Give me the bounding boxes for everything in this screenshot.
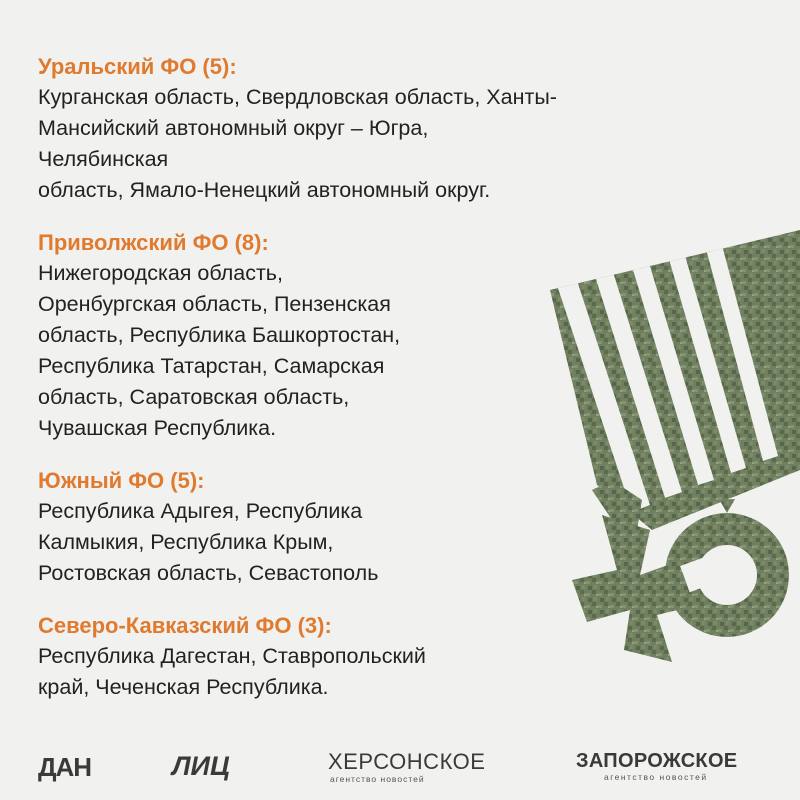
section-heading: Южный ФО (5): <box>38 468 205 493</box>
section-volga <box>38 228 558 444</box>
section-text: Нижегородская область, Оренбургская область, Пензенская область, Республика Башкортостан, Республика Татарстан, Самарская область, Саратовская область, Чувашская Республика. <box>38 261 401 440</box>
section-text: Курганская область, Свердловская область, Ханты- Мансийский автономный округ – Югра, Челябинская область, Ямало-Ненецкий автономный округ. <box>38 85 557 202</box>
section-heading: Уральский ФО (5): <box>38 54 237 79</box>
logo-zaporozhskoe: ЗАПОРОЖСКОЕ <box>576 750 738 772</box>
ribbon-stripes <box>532 230 800 550</box>
logo-dan: ДАН <box>38 752 92 782</box>
section-text: Республика Дагестан, Ставропольский край, Чеченская Республика. <box>38 644 426 699</box>
section-heading: Приволжский ФО (8): <box>38 230 269 255</box>
ring <box>665 499 789 637</box>
footer-logos <box>0 742 800 792</box>
logo-kherson-subtitle: агентство новостей <box>330 774 425 784</box>
logo-zaporozhskoe-subtitle: агентство новостей <box>604 772 708 782</box>
region-list <box>38 52 558 725</box>
section-north-caucasus <box>38 611 558 703</box>
medal-graphic <box>532 230 800 700</box>
logo-lits: ЛИЦ <box>172 751 230 781</box>
logo-kherson: ХЕРСОНСКОЕ <box>328 749 486 774</box>
section-text: Республика Адыгея, Республика Калмыкия, Республика Крым, Ростовская область, Севастополь <box>38 499 379 585</box>
section-south <box>38 466 558 589</box>
section-heading: Северо-Кавказский ФО (3): <box>38 613 332 638</box>
section-ural <box>38 52 558 206</box>
